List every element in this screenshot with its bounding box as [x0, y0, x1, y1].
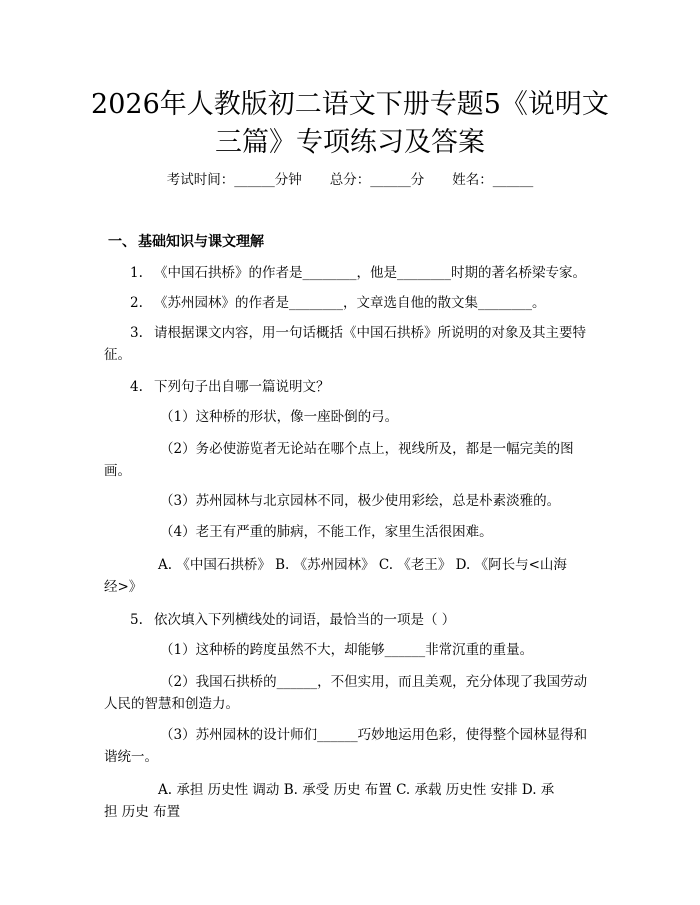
question-5-sentence-2-continued: 人民的智慧和创造力。 [104, 696, 239, 712]
question-5-sentence-2: （2）我国石拱桥的______，不但实用，而且美观，充分体现了我国劳动 [160, 674, 588, 690]
question-4-sentence-4: （4）老王有严重的肺病，不能工作，家里生活很困难。 [160, 524, 493, 540]
section-number: 一、 [108, 234, 136, 250]
question-3-text-line-1: 请根据课文内容，用一句话概括《中国石拱桥》所说明的对象及其主要特 [154, 325, 586, 341]
exam-time: 考试时间：______分钟 [166, 172, 302, 188]
title-line-2: 三篇》专项练习及答案 [215, 127, 485, 158]
question-2-number: 2. [130, 295, 143, 311]
question-1-text: 《中国石拱桥》的作者是________，他是________时期的著名桥梁专家。 [154, 265, 586, 281]
section-heading [108, 232, 264, 252]
document-title [90, 86, 610, 162]
question-3 [130, 323, 586, 343]
question-4-sentence-2: （2）务必使游览者无论站在哪个点上，视线所及，都是一幅完美的图 [160, 441, 574, 457]
question-4-sentence-1: （1）这种桥的形状，像一座卧倒的弓。 [160, 409, 399, 425]
question-2 [130, 293, 546, 313]
question-5-sentence-1: （1）这种桥的跨度虽然不大，却能够______非常沉重的重量。 [160, 642, 534, 658]
question-5-sentence-3: （3）苏州园林的设计师们______巧妙地运用色彩，使得整个园林显得和 [160, 727, 588, 743]
question-3-text-line-2: 征。 [104, 347, 131, 363]
question-4 [130, 377, 330, 397]
question-5-options: A. 承担 历史性 调动 B. 承受 历史 布置 C. 承载 历史性 安排 D. 承 [158, 782, 555, 798]
question-3-continued [104, 345, 131, 365]
question-5 [130, 610, 455, 630]
section-title: 基础知识与课文理解 [138, 234, 264, 250]
question-4-sentence-3: （3）苏州园林与北京园林不同，极少使用彩绘，总是朴素淡雅的。 [160, 493, 561, 509]
question-5-sentence-3-continued: 谐统一。 [104, 749, 158, 765]
question-4-number: 4. [130, 379, 143, 395]
question-4-options-continued: 经>》 [104, 579, 143, 595]
exam-name: 姓名：______ [452, 172, 534, 188]
exam-meta [0, 170, 700, 190]
question-2-text: 《苏州园林》的作者是________，文章选自他的散文集________。 [154, 295, 546, 311]
question-1 [130, 263, 586, 283]
question-5-options-continued: 担 历史 布置 [104, 804, 181, 820]
question-5-text: 依次填入下列横线处的词语，最恰当的一项是（ ） [154, 612, 456, 628]
exam-score: 总分：______分 [329, 172, 425, 188]
question-5-number: 5. [130, 612, 143, 628]
question-4-sentence-2-continued: 画。 [104, 463, 131, 479]
question-4-options: A. 《中国石拱桥》 B. 《苏州园林》 C. 《老王》 D. 《阿长与<山海 [158, 557, 567, 573]
title-line-1: 2026年人教版初二语文下册专题5《说明文 [91, 89, 609, 120]
question-3-number: 3. [130, 325, 143, 341]
question-1-number: 1. [130, 265, 143, 281]
question-4-text: 下列句子出自哪一篇说明文？ [154, 379, 330, 395]
